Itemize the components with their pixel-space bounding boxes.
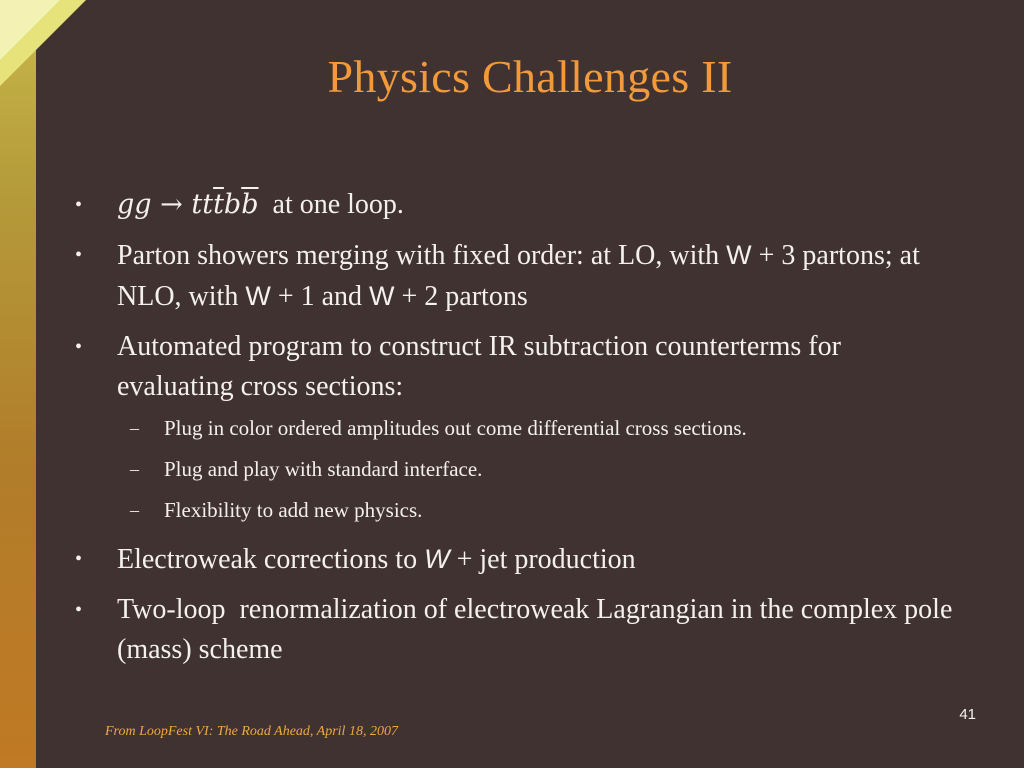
bullet-text: + 3 partons; at NLO, with xyxy=(117,240,920,312)
slide-title: Physics Challenges II xyxy=(327,51,733,102)
sub-item-text: Plug and play with standard interface. xyxy=(164,457,483,481)
bullet-dot: • xyxy=(75,194,83,216)
sub-item-3 xyxy=(75,495,955,525)
sub-item-1 xyxy=(75,413,955,443)
bullet-text: Two-loop renormalization of electroweak Lagrangian in the complex pole (mass) scheme xyxy=(117,594,960,665)
bullet-text: + jet production xyxy=(449,544,636,575)
bullet-dot: • xyxy=(75,599,83,621)
bullet-dot: • xyxy=(75,244,83,266)
w-boson-symbol: W xyxy=(424,544,450,574)
sub-dash: – xyxy=(130,418,139,438)
bullet-item-4 xyxy=(75,539,955,580)
bullet-dot: • xyxy=(75,548,83,570)
bullet-item-1 xyxy=(75,185,955,225)
slide-content xyxy=(75,185,960,680)
bullet-item-5 xyxy=(75,590,960,670)
page-number: 41 xyxy=(959,706,976,723)
sub-item-2 xyxy=(75,454,955,484)
bullet-text: + 2 partons xyxy=(394,281,528,312)
bullet-text: Electroweak corrections to xyxy=(117,544,425,575)
bullet-text: at one loop. xyxy=(272,189,404,220)
bullet-text: + 1 and xyxy=(270,281,370,312)
footer-citation: From LoopFest VI: The Road Ahead, April 18, 2007 xyxy=(105,724,398,739)
sub-item-text: Plug in color ordered amplitudes out come differential cross sections. xyxy=(164,416,747,440)
math-expression: gg → $tt\overline{t}b\overline{b}$ xyxy=(117,189,259,220)
sub-item-text: Flexibility to add new physics. xyxy=(164,498,423,522)
w-boson-symbol: W xyxy=(245,281,271,311)
bullet-item-3 xyxy=(75,327,955,407)
bullet-text: Parton showers merging with fixed order: at LO, with xyxy=(117,240,727,271)
sub-dash: – xyxy=(130,459,139,479)
w-boson-symbol: W xyxy=(726,240,752,270)
bullet-item-2 xyxy=(75,235,955,317)
sub-dash: – xyxy=(130,500,139,520)
left-decorative-stripe xyxy=(0,0,36,768)
bullet-text: Automated program to construct IR subtraction counterterms for evaluating cross sections: xyxy=(117,331,841,402)
w-boson-symbol: W xyxy=(369,281,395,311)
bullet-dot: • xyxy=(75,336,83,358)
